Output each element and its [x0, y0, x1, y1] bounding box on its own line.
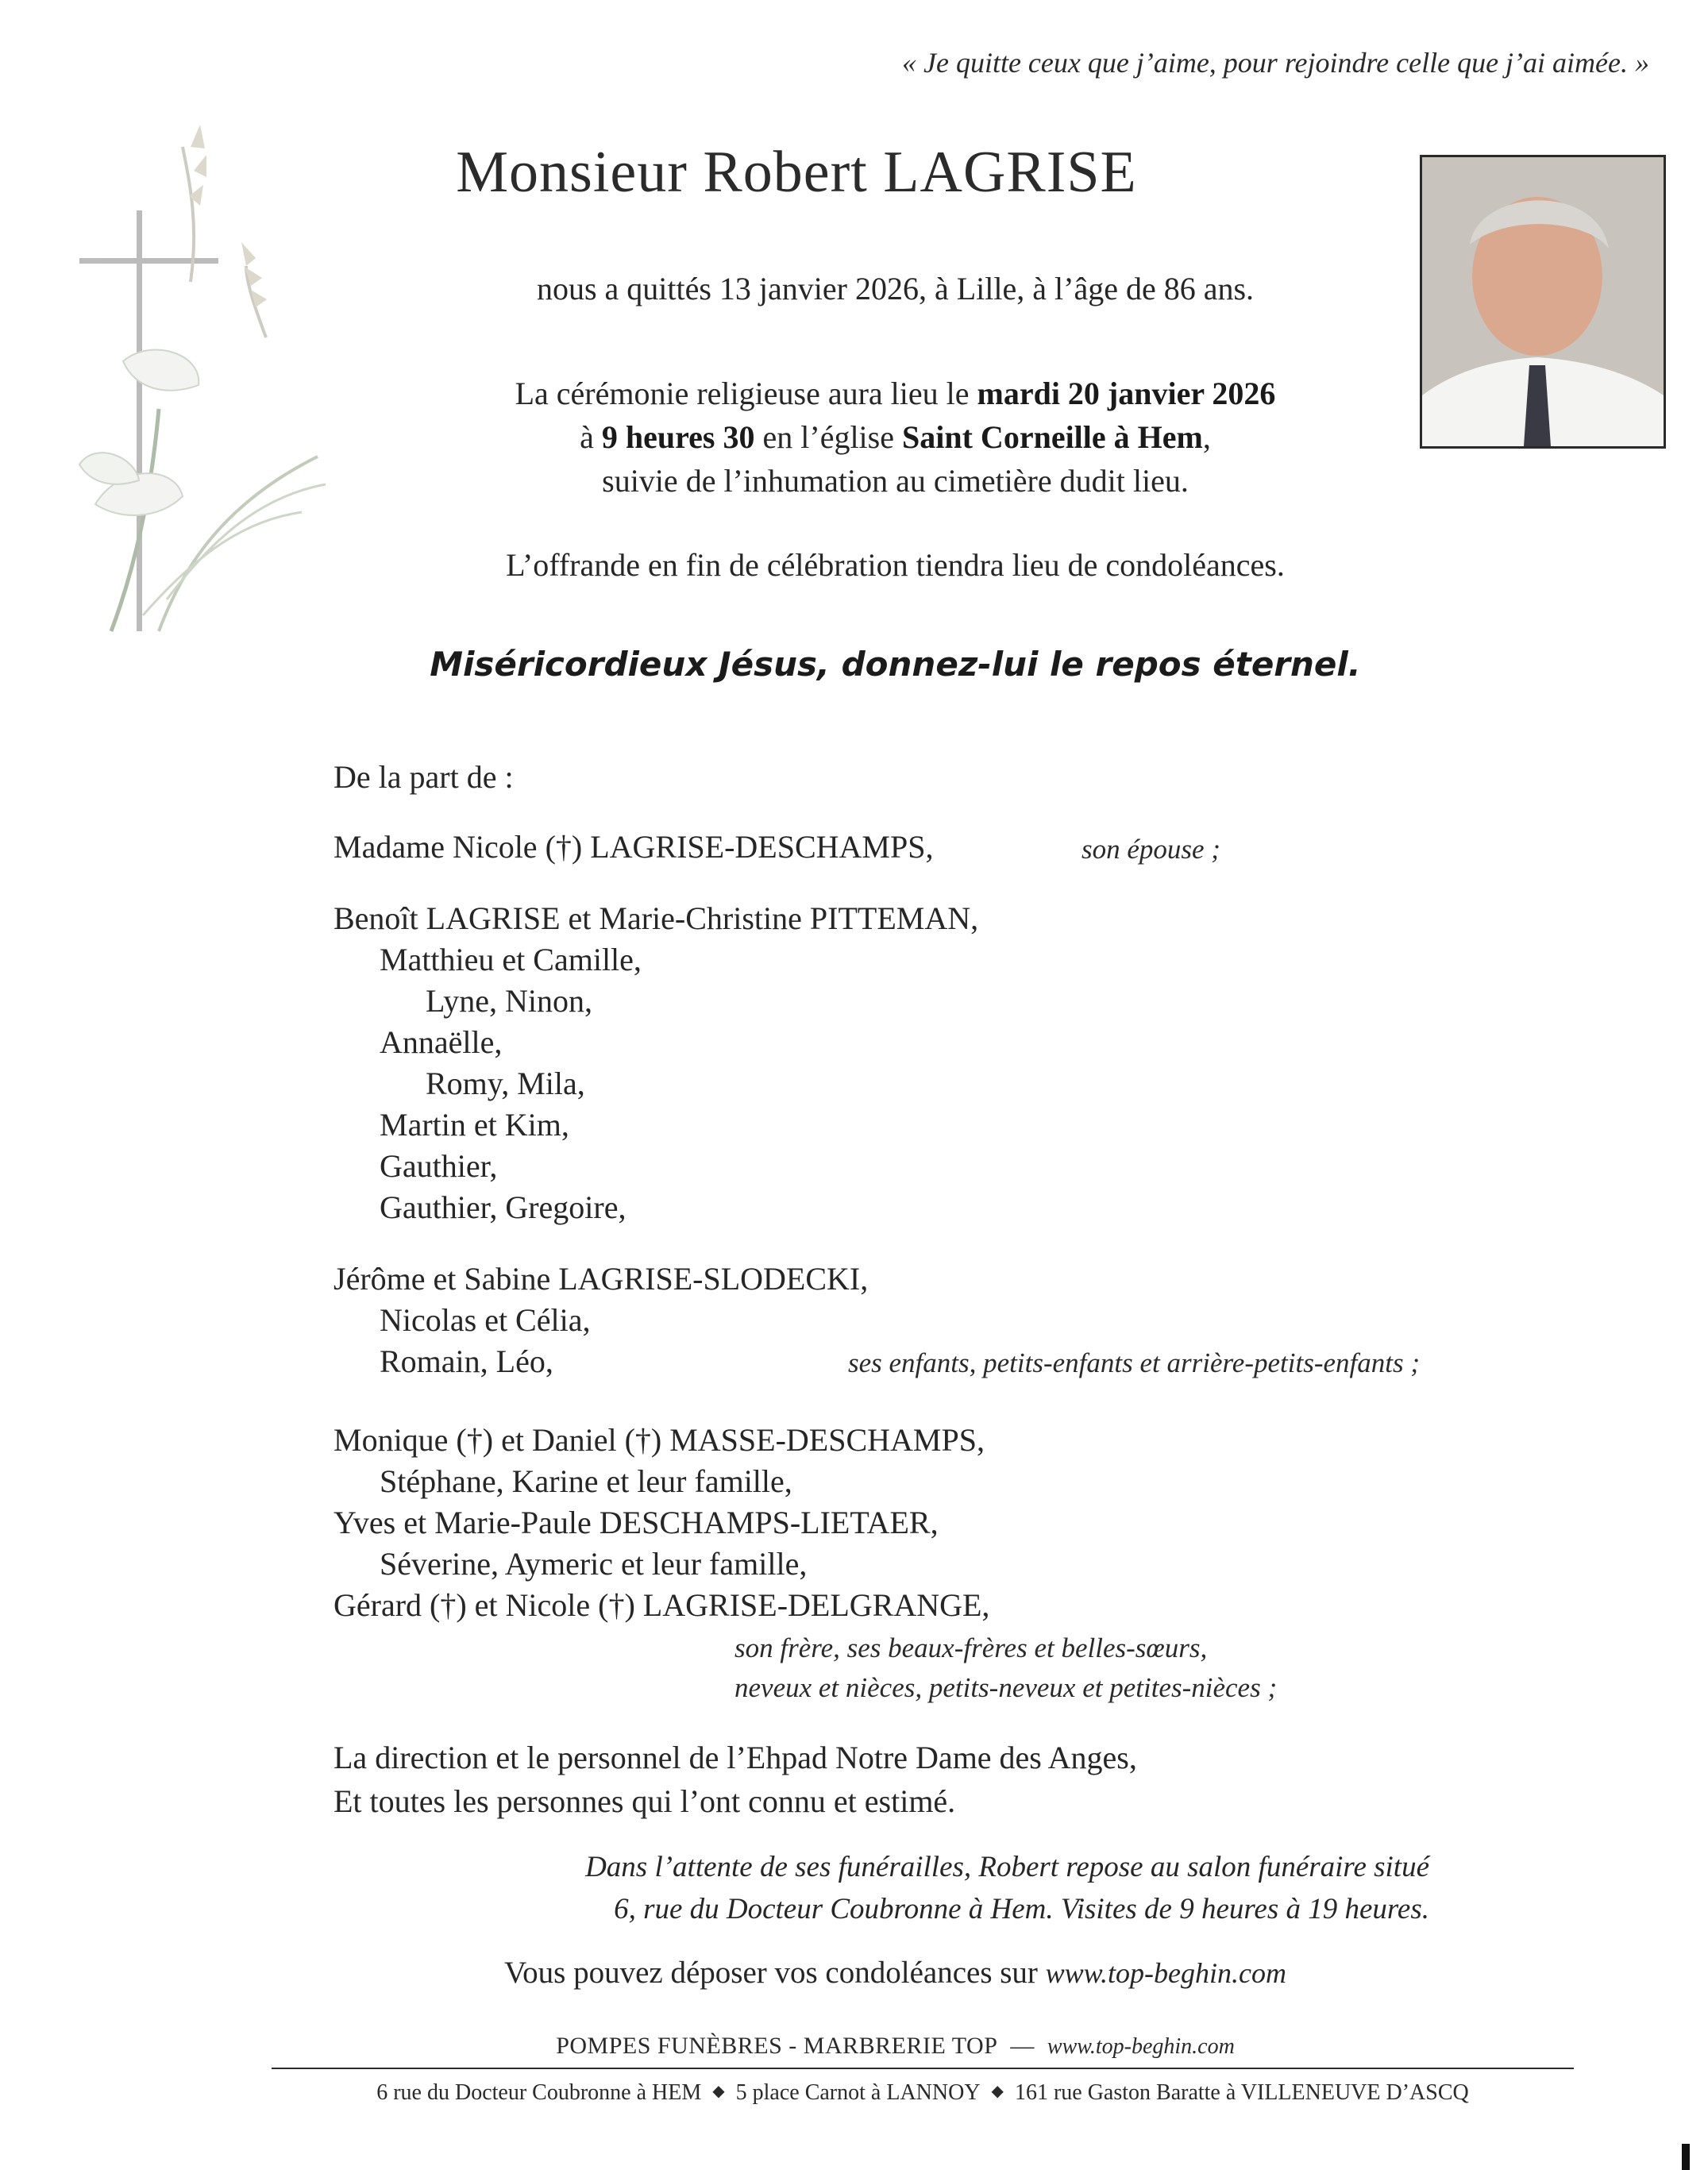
prayer: Miséricordieux Jésus, donnez-lui le repos éternel. [430, 645, 1361, 684]
family-line: Martin et Kim, [380, 1107, 569, 1143]
deceased-name: Monsieur Robert LAGRISE [456, 140, 1137, 205]
sibling-line: Monique (†) et Daniel (†) MASSE-DESCHAMPS, [334, 1422, 985, 1458]
portrait-figure [1422, 157, 1664, 446]
death-notice: nous a quittés 13 janvier 2026, à Lille, à l’âge de 86 ans. [536, 271, 1255, 306]
spouse-name: Madame Nicole (†) LAGRISE-DESCHAMPS, [334, 829, 934, 865]
footer-divider [272, 2068, 1574, 2069]
sibling-line: Séverine, Aymeric et leur famille, [380, 1546, 808, 1582]
footer-company [353, 2033, 1437, 2060]
epigraph-quote: « Je quitte ceux que j’aime, pour rejoindre celle que j’ai aimée. » [901, 47, 1649, 79]
others-line: Et toutes les personnes qui l’ont connu et estimé. [334, 1783, 956, 1819]
sibling-line: Yves et Marie-Paule DESCHAMPS-LIETAER, [334, 1505, 939, 1540]
cross-with-lilies-icon [64, 123, 334, 679]
address-lannoy: 5 place Carnot à LANNOY [735, 2080, 981, 2105]
family-line: Matthieu et Camille, [380, 942, 642, 977]
ceremony-text: , [1202, 419, 1211, 455]
children-relation: ses enfants, petits-enfants et arrière-petits-enfants ; [848, 1347, 1420, 1378]
portrait-photo [1420, 155, 1666, 449]
ceremony-text: La cérémonie religieuse aura lieu le [515, 376, 977, 411]
condolences-note [353, 1955, 1437, 1991]
family-line: Benoît LAGRISE et Marie-Christine PITTEMAN, [334, 900, 979, 936]
spouse-relation: son épouse ; [1081, 834, 1220, 865]
address-hem: 6 rue du Docteur Coubronne à HEM [376, 2080, 702, 2105]
ceremony-line-3: suivie de l’inhumation au cimetière dudit lieu. [602, 463, 1189, 499]
footer-dash: — [1010, 2033, 1035, 2059]
ceremony-text: en l’église [754, 419, 902, 455]
ceremony-date: mardi 20 janvier 2026 [977, 376, 1276, 411]
ceremony-church: Saint Corneille à Hem [902, 419, 1203, 455]
footer-link[interactable]: www.top-beghin.com [1047, 2034, 1235, 2059]
condolences-text: Vous pouvez déposer vos condoléances sur [504, 1956, 1046, 1990]
offering-note: L’offrande en fin de célébration tiendra lieu de condoléances. [506, 547, 1285, 583]
family-line: Annaëlle, [380, 1024, 503, 1060]
siblings-relation: son frère, ses beaux-frères et belles-sœurs, [734, 1632, 1208, 1663]
condolences-link[interactable]: www.top-beghin.com [1045, 1957, 1286, 1989]
diamond-icon: ◆ [991, 2083, 1004, 2100]
salon-note: 6, rue du Docteur Coubronne à Hem. Visites de 9 heures à 19 heures. [614, 1893, 1429, 1925]
family-line: Lyne, Ninon, [426, 983, 592, 1019]
family-line: Romy, Mila, [426, 1066, 585, 1101]
others-line: La direction et le personnel de l’Ehpad Notre Dame des Anges, [334, 1740, 1137, 1775]
siblings-relation: neveux et nièces, petits-neveux et petites-nièces ; [734, 1672, 1278, 1703]
scan-edge-mark [1682, 2144, 1690, 2170]
family-line: Romain, Léo, [380, 1343, 553, 1379]
footer-addresses [272, 2080, 1574, 2106]
family-line: Nicolas et Célia, [380, 1302, 591, 1338]
family-line: Gauthier, Gregoire, [380, 1189, 627, 1225]
family-line: Gauthier, [380, 1148, 498, 1184]
company-name: POMPES FUNÈBRES - MARBRERIE TOP [556, 2033, 998, 2059]
ceremony-text: à [580, 419, 602, 455]
sibling-line: Gérard (†) et Nicole (†) LAGRISE-DELGRANGE, [334, 1587, 990, 1623]
from-label: De la part de : [334, 759, 514, 795]
ceremony-line-2 [353, 418, 1437, 456]
sibling-line: Stéphane, Karine et leur famille, [380, 1463, 792, 1499]
ceremony-line-1 [353, 375, 1437, 412]
salon-note: Dans l’attente de ses funérailles, Robert repose au salon funéraire situé [585, 1851, 1429, 1883]
diamond-icon: ◆ [712, 2083, 725, 2100]
family-line: Jérôme et Sabine LAGRISE-SLODECKI, [334, 1261, 869, 1297]
address-villeneuve: 161 rue Gaston Baratte à VILLENEUVE D’ASCQ [1014, 2080, 1469, 2105]
ceremony-time: 9 heures 30 [601, 419, 755, 455]
